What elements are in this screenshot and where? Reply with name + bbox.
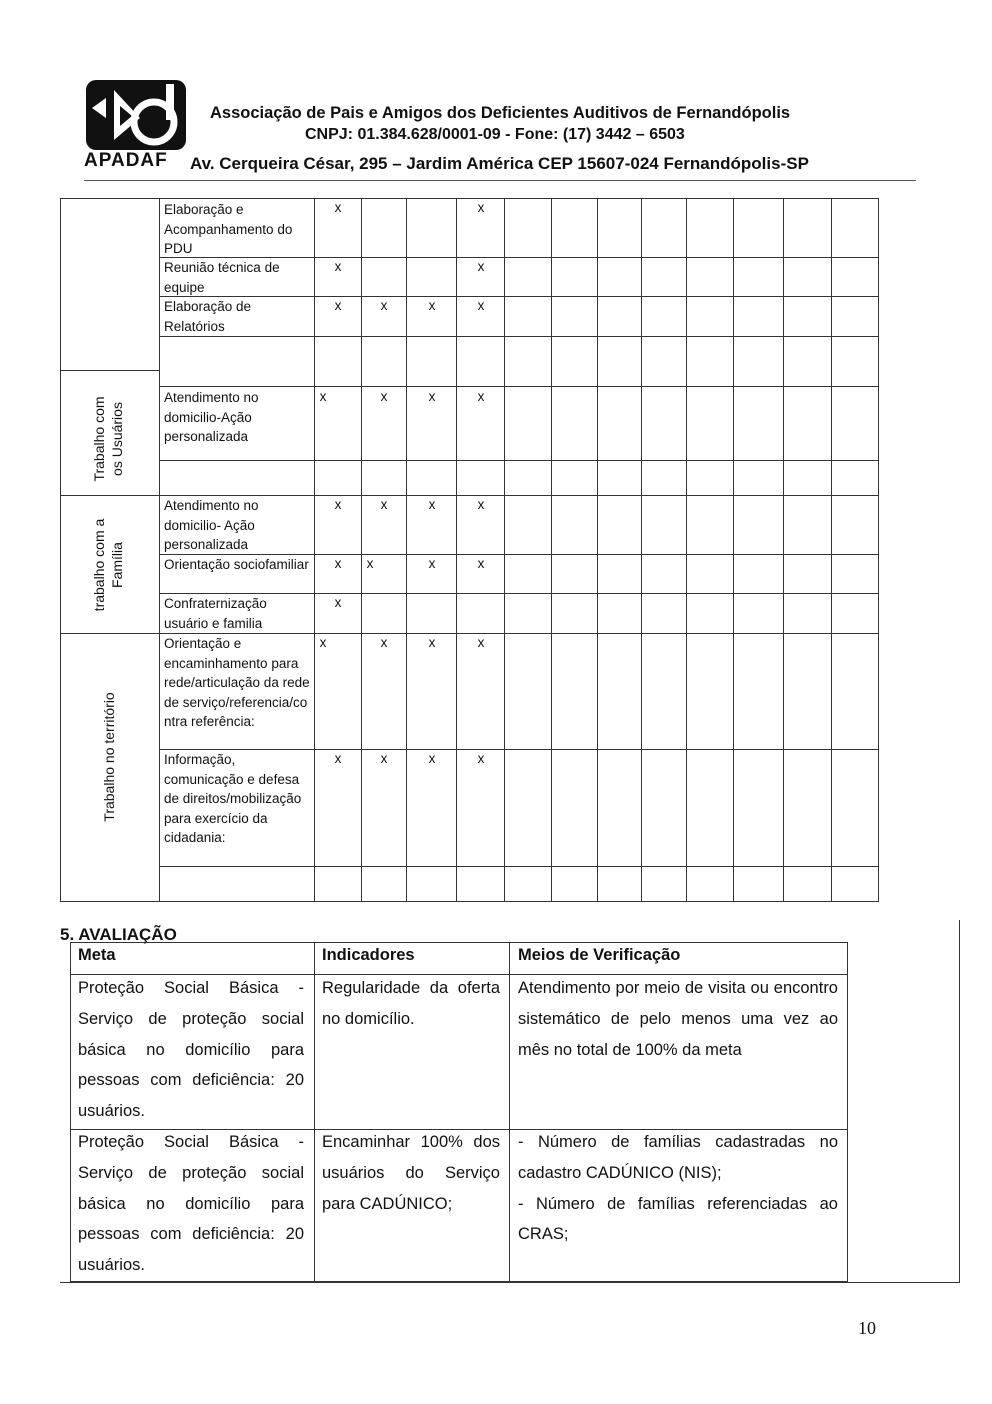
schedule-mark: x (428, 298, 436, 313)
schedule-mark: x (477, 751, 485, 766)
schedule-mark: x (380, 751, 388, 766)
activity-cell: Informação, comunicação e defesa de direitos/mobilização para exercício da cidadania: (164, 752, 302, 845)
schedule-mark: x (477, 556, 485, 571)
schedule-mark: x (428, 751, 436, 766)
schedule-mark: x (334, 200, 342, 215)
schedule-mark: x (477, 635, 485, 650)
schedule-mark: x (334, 298, 342, 313)
schedule-mark: x (334, 497, 342, 512)
schedule-mark: x (380, 389, 388, 404)
schedule-mark: x (334, 595, 342, 610)
activity-cell: Atendimento no domicilio- Ação personalizada (164, 498, 259, 552)
schedule-table (60, 198, 879, 902)
header-meios-verificacao: Meios de Verificação (518, 946, 681, 964)
schedule-mark: x (319, 389, 327, 404)
schedule-mark: x (334, 751, 342, 766)
activity-cell: Orientação sociofamiliar (164, 557, 309, 572)
schedule-mark: x (380, 497, 388, 512)
activity-cell: Confraternização usuário e familia (164, 596, 267, 631)
schedule-mark: x (380, 635, 388, 650)
schedule-mark: x (477, 389, 485, 404)
schedule-mark: x (428, 497, 436, 512)
header-rule (84, 180, 916, 181)
evaluation-table (70, 942, 848, 1282)
eval-indicador-cell: Regularidade da oferta no domicílio. (322, 979, 500, 1028)
activity-cell: Elaboração e Acompanhamento do PDU (164, 202, 293, 256)
schedule-mark: x (334, 556, 342, 571)
schedule-mark: x (428, 389, 436, 404)
schedule-mark: x (319, 635, 327, 650)
header-meta: Meta (78, 946, 116, 964)
schedule-mark: x (428, 635, 436, 650)
activity-cell: Atendimento no domicilio-Ação personalizada (164, 390, 259, 444)
schedule-mark: x (380, 298, 388, 313)
eval-indicador-cell: Encaminhar 100% dos usuários do Serviço para CADÚNICO; (322, 1133, 500, 1213)
group-label-territorio: Trabalho no território (101, 692, 117, 822)
group-label-usuarios: Trabalho com os Usuários (91, 396, 125, 482)
eval-meios-cell: Atendimento por meio de visita ou encontro sistemático de pelo menos uma vez ao mês no total de 100% da meta (518, 979, 838, 1059)
header-association-name: Associação de Pais e Amigos dos Deficientes Auditivos de Fernandópolis (210, 104, 791, 122)
schedule-mark: x (477, 259, 485, 274)
brand-name: APADAF (84, 150, 168, 171)
activity-cell: Orientação e encaminhamento para rede/articulação da rede de serviço/referencia/co ntra referência: (164, 636, 310, 729)
activity-cell: Reunião técnica de equipe (164, 260, 280, 295)
schedule-mark: x (366, 556, 374, 571)
eval-meios-cell: - Número de famílias cadastradas no cadastro CADÚNICO (NIS); - Número de famílias referenciadas ao CRAS; (518, 1133, 838, 1244)
schedule-mark: x (477, 497, 485, 512)
schedule-mark: x (428, 556, 436, 571)
eval-meta-cell: Proteção Social Básica - Serviço de proteção social básica no domicílio para pessoas com deficiência: 20 usuários. (78, 1133, 304, 1275)
header-address: Av. Cerqueira César, 295 – Jardim América CEP 15607-024 Fernandópolis-SP (190, 154, 809, 173)
schedule-mark: x (477, 200, 485, 215)
header-indicadores: Indicadores (322, 946, 415, 964)
schedule-mark: x (334, 259, 342, 274)
header-cnpj-phone: CNPJ: 01.384.628/0001-09 - Fone: (17) 3442 – 6503 (305, 126, 685, 143)
group-label-familia: trabalho com a Família (91, 518, 125, 612)
schedule-mark: x (477, 298, 485, 313)
eval-meta-cell: Proteção Social Básica - Serviço de proteção social básica no domicílio para pessoas com deficiência: 20 usuários. (78, 979, 304, 1121)
evaluation-section-title: 5. AVALIAÇÃO (60, 925, 177, 944)
page-number: 10 (858, 1318, 876, 1338)
activity-cell: Elaboração de Relatórios (164, 299, 252, 334)
